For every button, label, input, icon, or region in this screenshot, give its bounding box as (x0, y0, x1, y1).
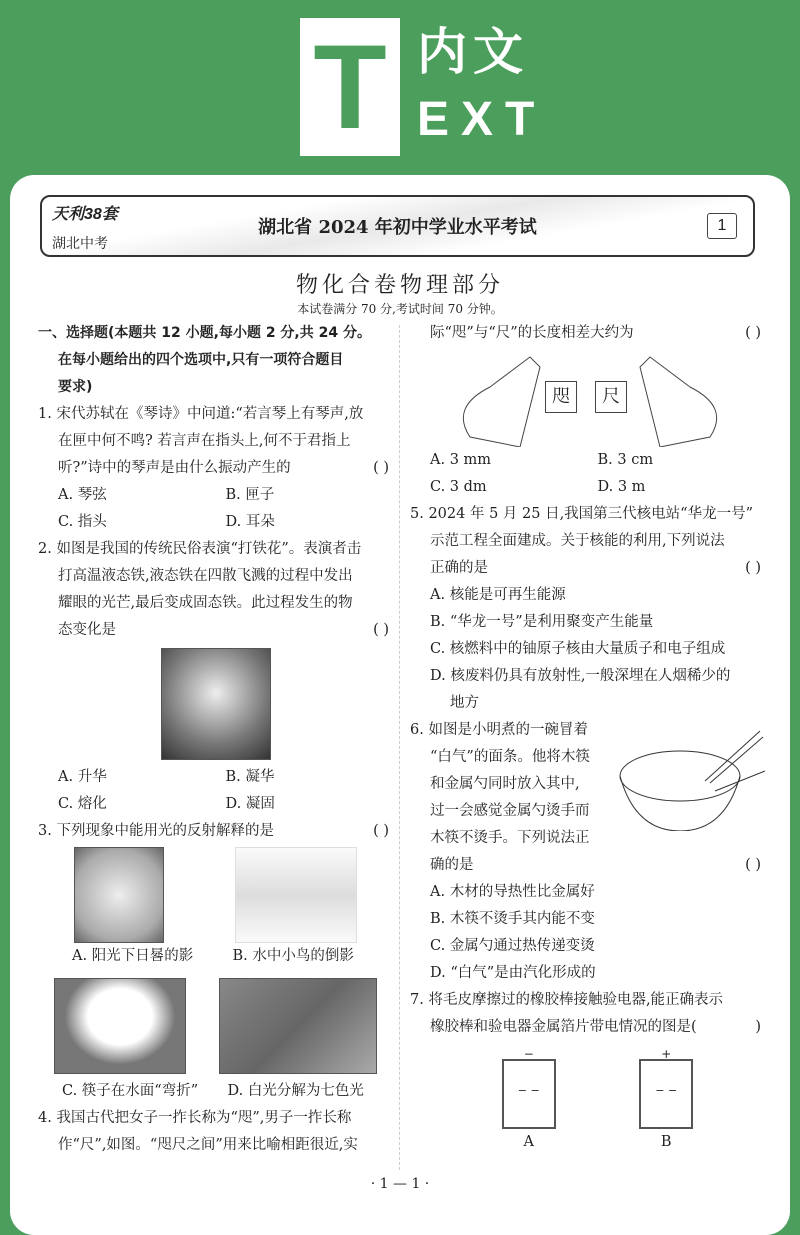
options: A. 阳光下日晷的影 B. 水中小鸟的倒影 (72, 948, 354, 964)
answer-blank[interactable]: ) (755, 1019, 761, 1035)
question-7: 7. 将毛皮摩擦过的橡胶棒接触验电器,能正确表示 (410, 992, 724, 1008)
section-heading: 在每小题给出的四个选项中,只有一项符合题目 (58, 352, 344, 368)
question-6: “白气”的面条。他将木筷 (430, 749, 590, 765)
question-6: 6. 如图是小明煮的一碗冒着 (410, 722, 588, 738)
option: D. 核废料仍具有放射性,一般深埋在人烟稀少的 (430, 668, 731, 684)
question-5: 示范工程全面建成。关于核能的利用,下列说法 (430, 533, 725, 549)
question-5: 正确的是 ( ) (410, 555, 765, 582)
answer-blank[interactable]: ( ) (745, 857, 761, 873)
options: A. 3 mm B. 3 cm (430, 452, 654, 468)
electroscope-a: − − − A (489, 1049, 569, 1156)
question-3: 3. 下列现象中能用光的反射解释的是 ( ) (38, 818, 393, 845)
answer-blank[interactable]: ( ) (745, 560, 761, 576)
column-divider (399, 325, 400, 1170)
banner-title-en: EXT (417, 93, 547, 146)
question-7: 橡胶棒和验电器金属箔片带电情况的图是( ) (410, 1014, 765, 1041)
banner-title-cn: 内文 (417, 23, 529, 81)
answer-blank[interactable]: ( ) (745, 325, 761, 341)
sundial-photo (74, 847, 164, 943)
question-2: 2. 如图是我国的传统民俗表演“打铁花”。表演者击 (38, 541, 362, 557)
exam-header (40, 195, 755, 257)
question-5: 5. 2024 年 5 月 25 日,我国第三代核电站“华龙一号” (410, 506, 754, 522)
options: C. 筷子在水面“弯折” D. 白光分解为七色光 (62, 1083, 364, 1099)
chopstick-bowl-photo (54, 978, 186, 1074)
question-2: 耀眼的光芒,最后变成固态铁。此过程发生的物 (58, 595, 353, 611)
page-number: · 1 — 1 · (370, 1176, 430, 1192)
options: A. 琴弦 B. 匣子 (58, 487, 275, 503)
hands-figure (410, 347, 765, 447)
brand-logo: 天利38套 (52, 206, 118, 223)
answer-blank[interactable]: ( ) (373, 460, 389, 476)
electroscope-figures (410, 1041, 765, 1156)
right-column (410, 320, 765, 1156)
question-1: 听?”诗中的琴声是由什么振动产生的 ( ) (38, 455, 393, 482)
figure-label: B (660, 1134, 672, 1150)
question-1: 1. 宋代苏轼在《琴诗》中问道:“若言琴上有琴声,放 (38, 406, 364, 422)
subject-title: 物化合卷物理部分 (295, 273, 504, 298)
question-4: 际“咫”与“尺”的长度相差大约为 ( ) (410, 320, 765, 347)
exam-title: 湖北省 2024 年初中学业水平考试 (258, 217, 537, 238)
question-6: 木筷不烫手。下列说法正 (430, 830, 590, 846)
electroscope-b: + − − B (626, 1049, 706, 1156)
exam-number: 1 (707, 213, 737, 239)
hands-drawing (410, 347, 765, 447)
option: B. “华龙一号”是利用聚变产生能量 (430, 614, 654, 630)
question-2: 态变化是 ( ) (38, 617, 393, 644)
char-box-zhi: 咫 (545, 381, 577, 413)
option: D. “白气”是由汽化形成的 (430, 965, 596, 981)
question-4: 作“尺”,如图。“咫尺之间”用来比喻相距很近,实 (58, 1137, 358, 1153)
section-heading: 要求) (58, 379, 93, 395)
options: C. 熔化 D. 凝固 (58, 796, 275, 812)
bird-reflection-photo (235, 847, 357, 943)
question-2: 打高温液态铁,液态铁在四散飞溅的过程中发出 (58, 568, 353, 584)
section-heading: 一、选择题(本题共 12 小题,每小题 2 分,共 24 分。 (38, 325, 371, 341)
iron-flower-photo (161, 648, 271, 760)
region-label: 湖北中考 (52, 236, 108, 252)
left-column (38, 320, 393, 1159)
options: C. 3 dm D. 3 m (430, 479, 646, 495)
options: C. 指头 D. 耳朵 (58, 514, 275, 530)
answer-blank[interactable]: ( ) (373, 823, 389, 839)
option: A. 核能是可再生能源 (430, 587, 566, 603)
banner-logo (300, 18, 400, 156)
option: 地方 (450, 695, 479, 711)
exam-note: 本试卷满分 70 分,考试时间 70 分钟。 (297, 302, 503, 316)
option: B. 木筷不烫手其内能不变 (430, 911, 595, 927)
question-4: 4. 我国古代把女子一拃长称为“咫”,男子一拃长称 (38, 1110, 352, 1126)
question-6: 过一会感觉金属勺烫手而 (430, 803, 590, 819)
option: C. 金属勺通过热传递变烫 (430, 938, 595, 954)
option: C. 核燃料中的铀原子核由大量质子和电子组成 (430, 641, 726, 657)
question-6: 和金属勺同时放入其中, (430, 776, 580, 792)
figure-label: A (523, 1134, 534, 1150)
question-1: 在匣中何不鸣? 若言声在指头上,何不于君指上 (58, 433, 351, 449)
answer-blank[interactable]: ( ) (373, 622, 389, 638)
options: A. 升华 B. 凝华 (58, 769, 275, 785)
char-box-chi: 尺 (595, 381, 627, 413)
prism-photo (219, 978, 377, 1074)
question-6: 确的是 ( ) (410, 852, 765, 879)
banner-letter: T (313, 20, 387, 154)
option: A. 木材的导热性比金属好 (430, 884, 595, 900)
